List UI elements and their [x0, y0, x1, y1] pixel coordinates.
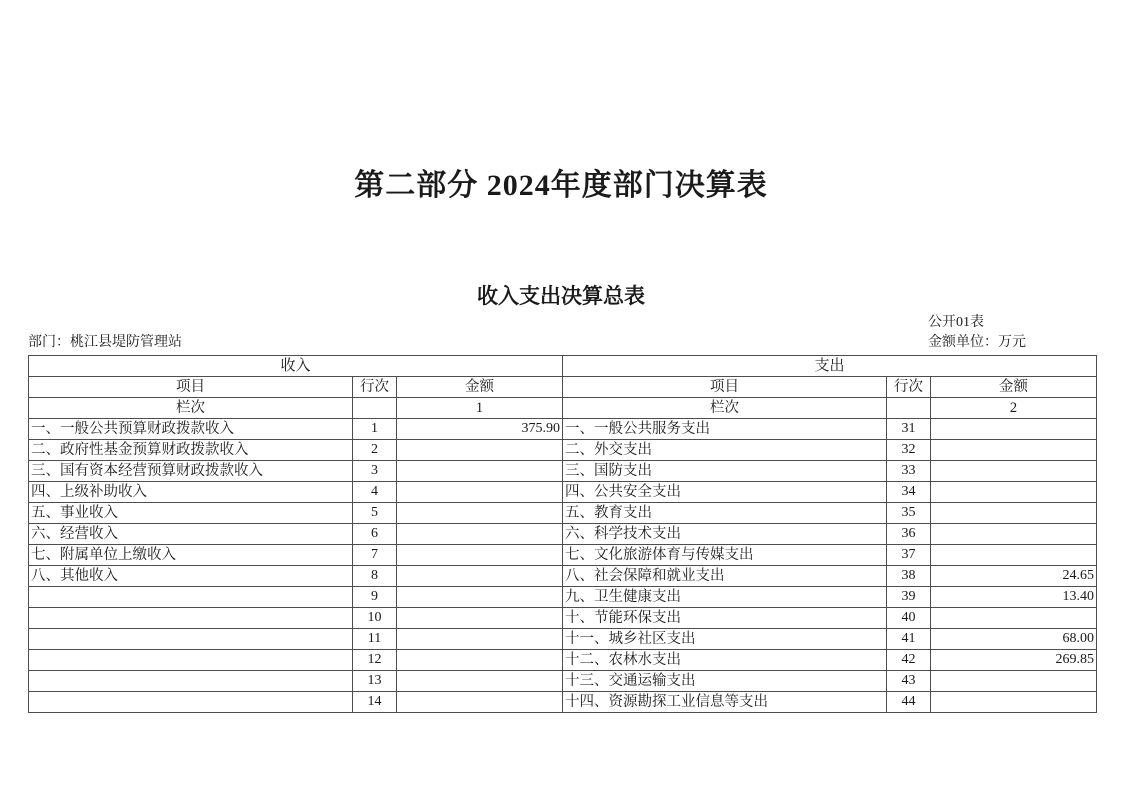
- expenditure-item-header: 项目: [563, 377, 887, 398]
- income-amount-header: 金额: [397, 377, 563, 398]
- table-row: [29, 419, 1097, 440]
- expenditure-amount-cell: [931, 461, 1097, 482]
- expenditure-amount-cell: 24.65: [931, 566, 1097, 587]
- expenditure-item-cell: 十一、城乡社区支出: [563, 629, 887, 650]
- expenditure-item-cell: 三、国防支出: [563, 461, 887, 482]
- income-item-cell: 五、事业收入: [29, 503, 353, 524]
- expenditure-item-cell: 五、教育支出: [563, 503, 887, 524]
- income-line-cell: 10: [353, 608, 397, 629]
- income-item-cell: 八、其他收入: [29, 566, 353, 587]
- table-row: [29, 503, 1097, 524]
- table-row: [29, 650, 1097, 671]
- income-line-cell: 11: [353, 629, 397, 650]
- table-row: [29, 566, 1097, 587]
- income-line-index: [353, 398, 397, 419]
- expenditure-item-cell: 十二、农林水支出: [563, 650, 887, 671]
- income-line-cell: 3: [353, 461, 397, 482]
- income-amount-cell: [397, 440, 563, 461]
- income-item-cell: [29, 671, 353, 692]
- expenditure-item-cell: 九、卫生健康支出: [563, 587, 887, 608]
- expenditure-column-index: 2: [931, 398, 1097, 419]
- table-body: [29, 419, 1097, 713]
- income-line-cell: 4: [353, 482, 397, 503]
- income-amount-cell: [397, 503, 563, 524]
- expenditure-item-cell: 六、科学技术支出: [563, 524, 887, 545]
- expenditure-section-header: 支出: [563, 356, 1097, 377]
- income-line-cell: 5: [353, 503, 397, 524]
- income-line-cell: 12: [353, 650, 397, 671]
- expenditure-line-index: [887, 398, 931, 419]
- expenditure-amount-cell: 68.00: [931, 629, 1097, 650]
- income-amount-cell: 375.90: [397, 419, 563, 440]
- expenditure-amount-cell: [931, 692, 1097, 713]
- income-amount-cell: [397, 524, 563, 545]
- income-line-cell: 14: [353, 692, 397, 713]
- expenditure-amount-cell: [931, 440, 1097, 461]
- income-amount-cell: [397, 650, 563, 671]
- income-line-cell: 2: [353, 440, 397, 461]
- expenditure-line-cell: 38: [887, 566, 931, 587]
- income-amount-cell: [397, 482, 563, 503]
- expenditure-item-cell: 十三、交通运输支出: [563, 671, 887, 692]
- income-amount-cell: [397, 587, 563, 608]
- column-index-row: [29, 398, 1097, 419]
- amount-unit-label: 金额单位：万元: [928, 335, 1026, 350]
- table-code: 公开01表: [928, 315, 984, 330]
- expenditure-amount-cell: 13.40: [931, 587, 1097, 608]
- expenditure-line-cell: 42: [887, 650, 931, 671]
- income-item-cell: 二、政府性基金预算财政拨款收入: [29, 440, 353, 461]
- income-amount-cell: [397, 545, 563, 566]
- income-item-cell: 一、一般公共预算财政拨款收入: [29, 419, 353, 440]
- expenditure-line-cell: 36: [887, 524, 931, 545]
- expenditure-item-cell: 十、节能环保支出: [563, 608, 887, 629]
- expenditure-item-cell: 一、一般公共服务支出: [563, 419, 887, 440]
- income-amount-cell: [397, 671, 563, 692]
- expenditure-line-cell: 37: [887, 545, 931, 566]
- expenditure-line-header: 行次: [887, 377, 931, 398]
- expenditure-item-cell: 二、外交支出: [563, 440, 887, 461]
- income-item-cell: [29, 587, 353, 608]
- expenditure-item-cell: 七、文化旅游体育与传媒支出: [563, 545, 887, 566]
- expenditure-line-cell: 34: [887, 482, 931, 503]
- table-row: [29, 440, 1097, 461]
- table-row: [29, 545, 1097, 566]
- department-label: 部门：桃江县堤防管理站: [28, 335, 182, 350]
- table-row: [29, 524, 1097, 545]
- income-section-header: 收入: [29, 356, 563, 377]
- expenditure-line-cell: 32: [887, 440, 931, 461]
- table-row: [29, 629, 1097, 650]
- income-item-cell: 四、上级补助收入: [29, 482, 353, 503]
- income-line-cell: 13: [353, 671, 397, 692]
- income-item-cell: [29, 692, 353, 713]
- income-item-cell: 七、附属单位上缴收入: [29, 545, 353, 566]
- expenditure-line-cell: 44: [887, 692, 931, 713]
- expenditure-amount-cell: [931, 419, 1097, 440]
- income-line-cell: 8: [353, 566, 397, 587]
- expenditure-line-cell: 33: [887, 461, 931, 482]
- income-item-cell: 三、国有资本经营预算财政拨款收入: [29, 461, 353, 482]
- table-row: [29, 461, 1097, 482]
- income-line-cell: 9: [353, 587, 397, 608]
- income-item-header: 项目: [29, 377, 353, 398]
- income-line-cell: 1: [353, 419, 397, 440]
- income-item-cell: [29, 629, 353, 650]
- table-row: [29, 692, 1097, 713]
- expenditure-amount-header: 金额: [931, 377, 1097, 398]
- income-column-index: 1: [397, 398, 563, 419]
- table-row: [29, 482, 1097, 503]
- income-amount-cell: [397, 461, 563, 482]
- expenditure-amount-cell: [931, 503, 1097, 524]
- income-line-cell: 6: [353, 524, 397, 545]
- section-header-row: [29, 356, 1097, 377]
- expenditure-line-cell: 43: [887, 671, 931, 692]
- expenditure-amount-cell: [931, 524, 1097, 545]
- expenditure-amount-cell: [931, 671, 1097, 692]
- column-header-row: [29, 377, 1097, 398]
- expenditure-line-cell: 31: [887, 419, 931, 440]
- income-item-cell: [29, 608, 353, 629]
- table-row: [29, 671, 1097, 692]
- part-title: 第二部分 2024年度部门决算表: [354, 169, 768, 202]
- income-amount-cell: [397, 566, 563, 587]
- income-item-cell: 六、经营收入: [29, 524, 353, 545]
- income-item-cell: [29, 650, 353, 671]
- expenditure-item-cell: 十四、资源勘探工业信息等支出: [563, 692, 887, 713]
- expenditure-amount-cell: [931, 482, 1097, 503]
- table-title: 收入支出决算总表: [477, 284, 645, 308]
- income-line-header: 行次: [353, 377, 397, 398]
- income-column-index-label: 栏次: [29, 398, 353, 419]
- expenditure-amount-cell: [931, 545, 1097, 566]
- expenditure-column-index-label: 栏次: [563, 398, 887, 419]
- income-amount-cell: [397, 629, 563, 650]
- expenditure-item-cell: 八、社会保障和就业支出: [563, 566, 887, 587]
- expenditure-amount-cell: 269.85: [931, 650, 1097, 671]
- table-row: [29, 587, 1097, 608]
- income-amount-cell: [397, 692, 563, 713]
- expenditure-line-cell: 39: [887, 587, 931, 608]
- income-line-cell: 7: [353, 545, 397, 566]
- expenditure-item-cell: 四、公共安全支出: [563, 482, 887, 503]
- expenditure-amount-cell: [931, 608, 1097, 629]
- expenditure-line-cell: 35: [887, 503, 931, 524]
- summary-table: [28, 355, 1097, 713]
- income-amount-cell: [397, 608, 563, 629]
- table-row: [29, 608, 1097, 629]
- expenditure-line-cell: 41: [887, 629, 931, 650]
- expenditure-line-cell: 40: [887, 608, 931, 629]
